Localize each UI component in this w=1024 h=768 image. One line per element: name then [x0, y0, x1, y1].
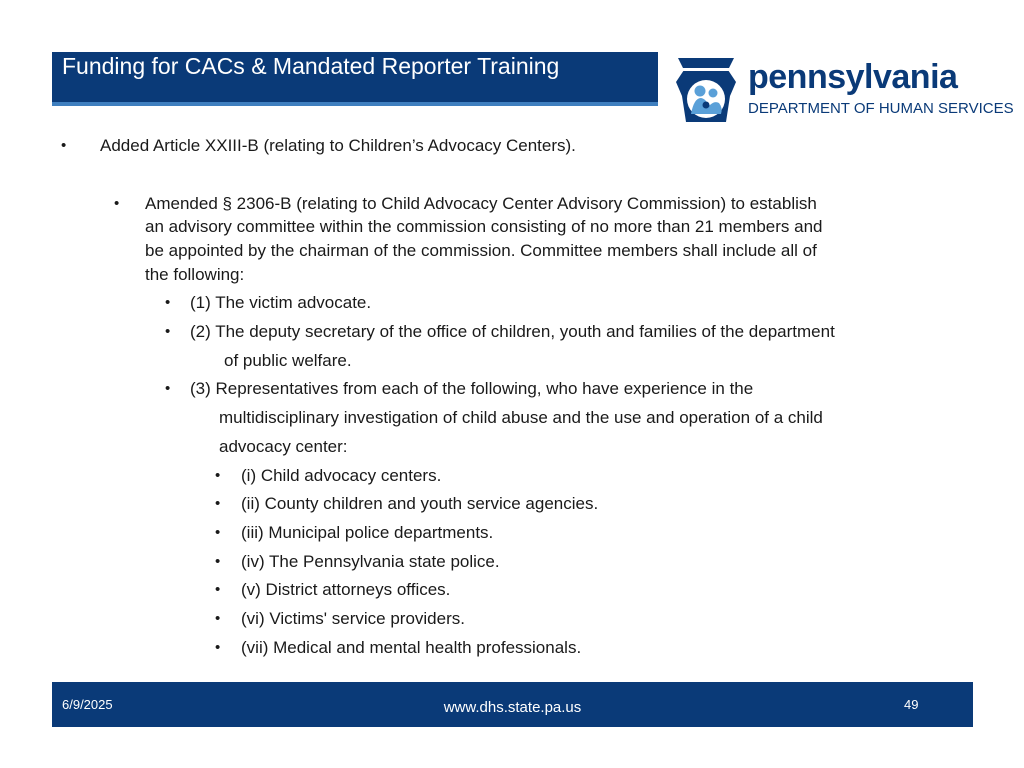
amended-text-line: the following: [145, 265, 245, 284]
keystone-family-icon [670, 56, 742, 126]
committee-item-3-cont: multidisciplinary investigation of child abuse and the use and operation of a child [219, 408, 823, 427]
logo-wordmark: pennsylvania [748, 58, 958, 96]
sub-item: (v) District attorneys offices. [241, 580, 451, 599]
bullet-marker: • [114, 195, 120, 212]
amended-text-line: an advisory committee within the commission consisting of no more than 21 members and [145, 217, 823, 236]
title-bar [52, 52, 658, 102]
committee-item-3: (3) Representatives from each of the following, who have experience in the [190, 379, 754, 398]
bullet-marker: • [215, 524, 221, 541]
amended-text-line: be appointed by the chairman of the commission. Committee members shall include all of [145, 241, 817, 260]
dhs-logo [670, 54, 1014, 126]
committee-item-2: (2) The deputy secretary of the office of children, youth and families of the department [190, 322, 835, 341]
bullet-marker: • [165, 294, 171, 311]
sub-item: (i) Child advocacy centers. [241, 466, 442, 485]
bullet-marker: • [215, 553, 221, 570]
sub-item: (iv) The Pennsylvania state police. [241, 552, 500, 571]
bullet-marker: • [215, 610, 221, 627]
footer-bar [52, 682, 973, 727]
sub-item: (ii) County children and youth service agencies. [241, 494, 599, 513]
sub-item: (vii) Medical and mental health professionals. [241, 638, 582, 657]
slide-title: Funding for CACs & Mandated Reporter Training [62, 53, 560, 79]
title-underline [52, 102, 658, 106]
sub-item: (iii) Municipal police departments. [241, 523, 494, 542]
committee-item-3-cont: advocacy center: [219, 437, 348, 456]
amended-text-line: Amended § 2306-B (relating to Child Advocacy Center Advisory Commission) to establish [145, 194, 817, 213]
bullet-marker: • [215, 639, 221, 656]
bullet-marker: • [165, 323, 171, 340]
bullet-marker: • [165, 380, 171, 397]
bullet-marker: • [61, 137, 67, 154]
page-number: 49 [904, 697, 919, 712]
bullet-marker: • [215, 581, 221, 598]
bullet-marker: • [215, 495, 221, 512]
bullet-marker: • [215, 467, 221, 484]
logo-subtitle: DEPARTMENT OF HUMAN SERVICES [748, 100, 1014, 117]
committee-item-2-cont: of public welfare. [224, 351, 352, 370]
bullet-added-article: Added Article XXIII-B (relating to Children’s Advocacy Centers). [100, 136, 576, 155]
footer-url: www.dhs.state.pa.us [443, 699, 582, 716]
footer-date: 6/9/2025 [62, 697, 113, 712]
committee-item-1: (1) The victim advocate. [190, 293, 372, 312]
sub-item: (vi) Victims' service providers. [241, 609, 465, 628]
